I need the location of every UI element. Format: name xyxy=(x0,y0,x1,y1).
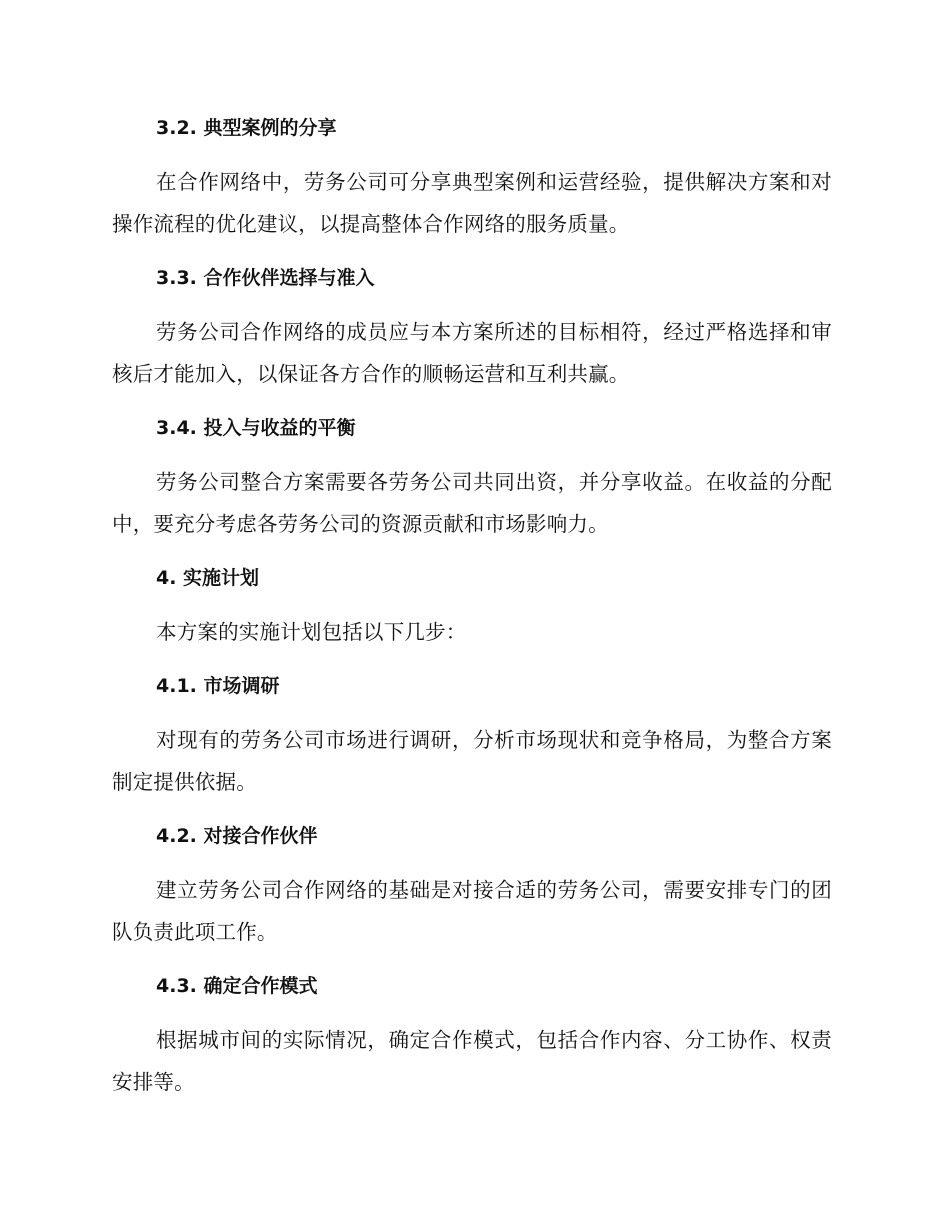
section-heading: 3.2. 典型案例的分享 xyxy=(156,117,337,139)
section-heading: 4.3. 确定合作模式 xyxy=(156,975,318,997)
section-3-3 xyxy=(112,257,832,395)
section-paragraph: 劳务公司合作网络的成员应与本方案所述的目标相符，经过严格选择和审核后才能加入，以保证各方合作的顺畅运营和互利共赢。 xyxy=(112,320,832,386)
section-paragraph: 根据城市间的实际情况，确定合作模式，包括合作内容、分工协作、权责安排等。 xyxy=(112,1028,832,1094)
section-heading: 4.2. 对接合作伙伴 xyxy=(156,825,318,847)
section-4-3 xyxy=(112,965,832,1103)
section-paragraph: 在合作网络中，劳务公司可分享典型案例和运营经验，提供解决方案和对操作流程的优化建议，以提高整体合作网络的服务质量。 xyxy=(112,170,832,236)
section-heading: 4. 实施计划 xyxy=(156,567,260,589)
section-paragraph: 劳务公司整合方案需要各劳务公司共同出资，并分享收益。在收益的分配中，要充分考虑各劳务公司的资源贡献和市场影响力。 xyxy=(112,470,832,536)
section-paragraph: 建立劳务公司合作网络的基础是对接合适的劳务公司，需要安排专门的团队负责此项工作。 xyxy=(112,878,832,944)
section-3-4 xyxy=(112,407,832,545)
section-heading: 4.1. 市场调研 xyxy=(156,675,280,697)
section-paragraph: 本方案的实施计划包括以下几步： xyxy=(156,620,467,644)
section-3-2 xyxy=(112,107,832,245)
section-paragraph: 对现有的劳务公司市场进行调研，分析市场现状和竞争格局，为整合方案制定提供依据。 xyxy=(112,728,832,794)
section-4-1 xyxy=(112,665,832,803)
section-heading: 3.3. 合作伙伴选择与准入 xyxy=(156,267,375,289)
section-heading: 3.4. 投入与收益的平衡 xyxy=(156,417,356,439)
document-page xyxy=(112,107,832,1115)
section-4-2 xyxy=(112,815,832,953)
section-4 xyxy=(112,557,832,653)
